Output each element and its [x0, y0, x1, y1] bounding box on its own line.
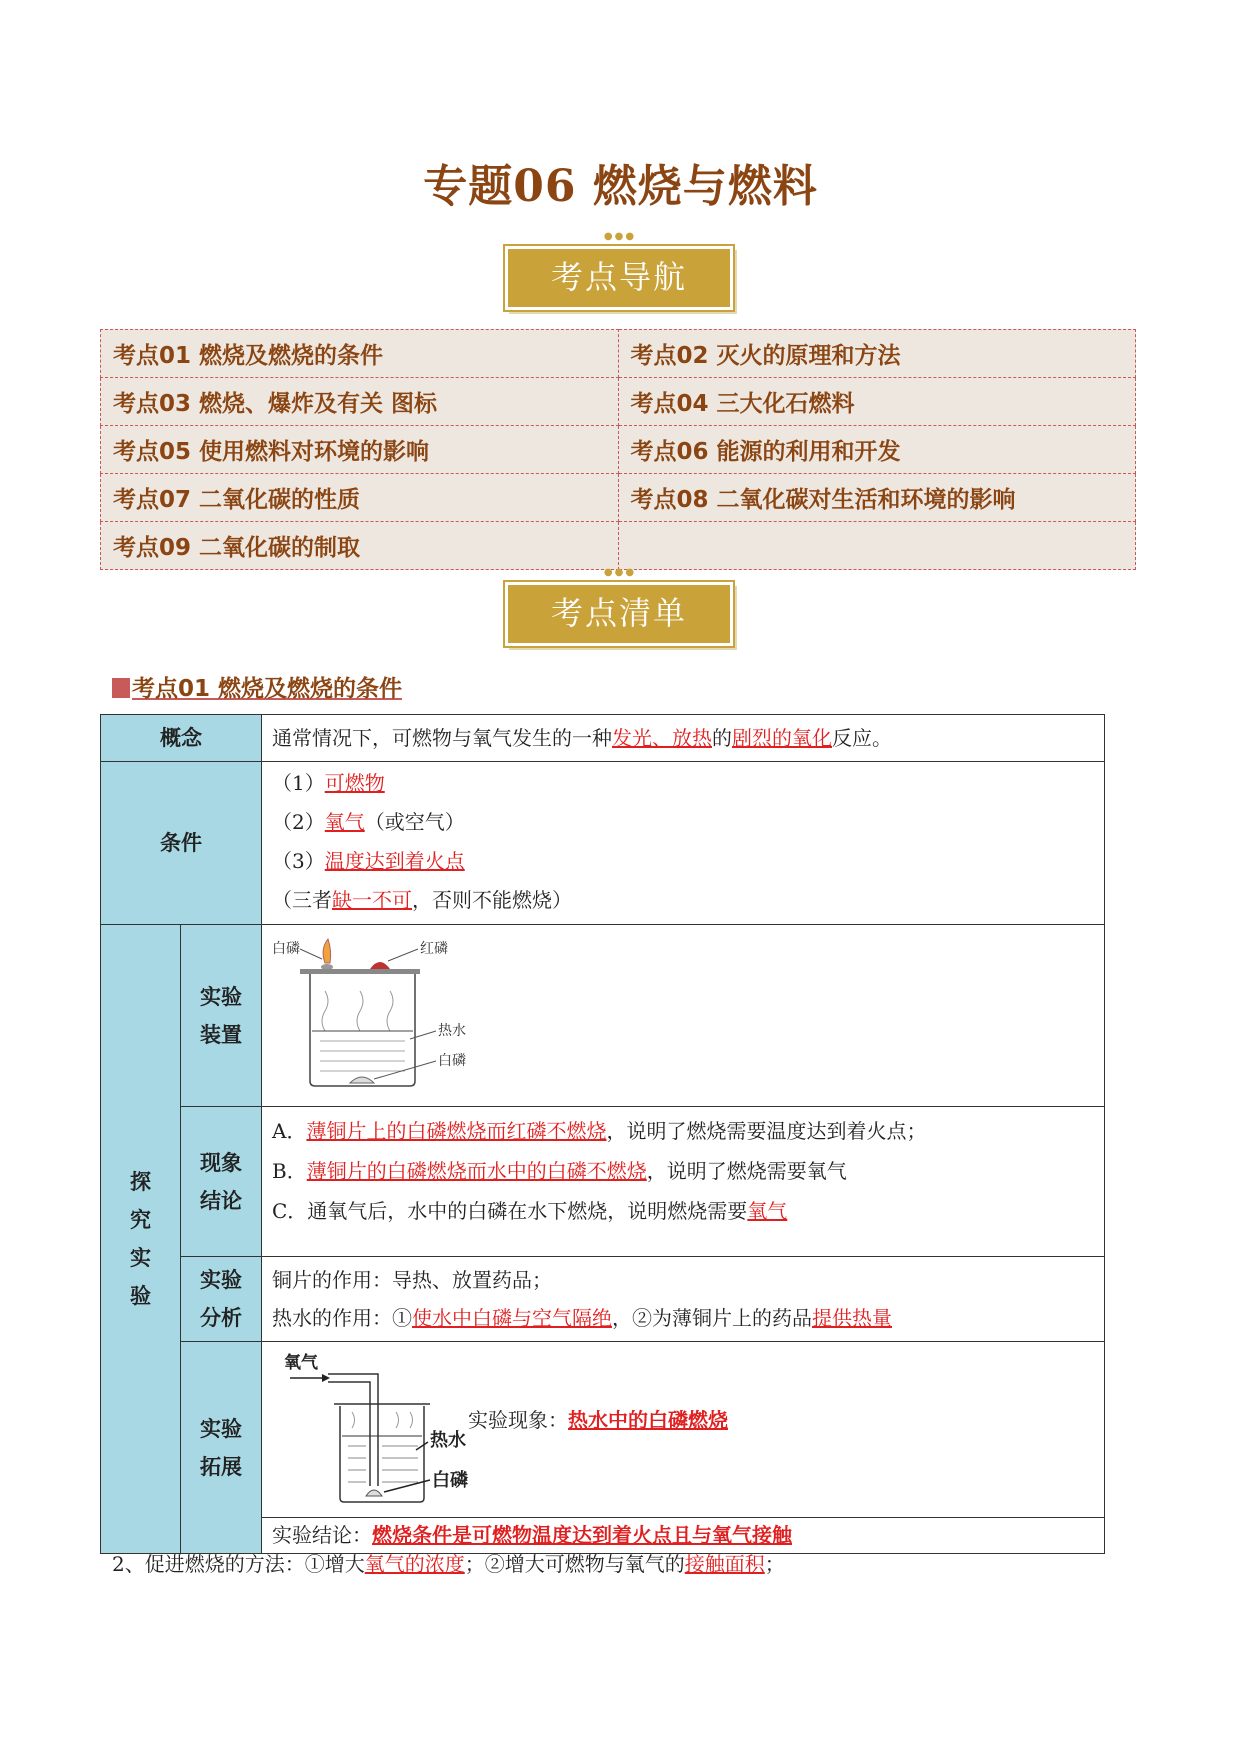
banner-dots-icon: ●●● — [603, 231, 637, 242]
beaker-apparatus-figure — [270, 931, 470, 1101]
nav-item-empty — [618, 522, 1136, 570]
extension-phenomenon: 实验现象：热水中的白磷燃烧 — [468, 1408, 728, 1432]
extension-conclusion: 实验结论：燃烧条件是可燃物温度达到着火点且与氧气接触 — [262, 1518, 1105, 1554]
analysis-text: 铜片的作用：导热、放置药品； 热水的作用：①使水中白磷与空气隔绝，②为薄铜片上的药品提供热量 — [262, 1257, 1105, 1342]
nav-item[interactable]: 考点05 使用燃料对环境的影响 — [101, 426, 619, 474]
nav-banner — [505, 232, 735, 304]
nav-item[interactable]: 考点01 燃烧及燃烧的条件 — [101, 330, 619, 378]
setup-label: 实验装置 — [181, 925, 262, 1107]
list-banner-label: 考点清单 — [505, 582, 733, 646]
nav-item[interactable]: 考点04 三大化石燃料 — [618, 378, 1136, 426]
extension-label: 实验拓展 — [181, 1342, 262, 1554]
analysis-label: 实验分析 — [181, 1257, 262, 1342]
nav-item[interactable]: 考点03 燃烧、爆炸及有关 图标 — [101, 378, 619, 426]
concept-label: 概念 — [101, 715, 262, 762]
nav-item[interactable]: 考点02 灭火的原理和方法 — [618, 330, 1136, 378]
nav-item[interactable]: 考点08 二氧化碳对生活和环境的影响 — [618, 474, 1136, 522]
explore-label: 探究实验 — [101, 925, 181, 1554]
topic-navigation-table — [100, 329, 1136, 570]
page-title: 专题06 燃烧与燃料 — [423, 161, 818, 212]
phenomena-text: A．薄铜片上的白磷燃烧而红磷不燃烧，说明了燃烧需要温度达到着火点； B．薄铜片的白磷燃烧而水中的白磷不燃烧，说明了燃烧需要氧气 C．通氧气后，水中的白磷在水下燃烧，说明燃烧需要氧气 — [262, 1107, 1105, 1257]
svg-text:白磷: 白磷 — [432, 1470, 468, 1491]
section-heading: 考点01 燃烧及燃烧的条件 — [112, 670, 402, 703]
content-table — [100, 714, 1105, 1554]
conditions-label: 条件 — [101, 762, 262, 925]
svg-text:热水: 热水 — [438, 1023, 466, 1039]
phenomena-label: 现象结论 — [181, 1107, 262, 1257]
concept-text: 通常情况下，可燃物与氧气发生的一种发光、放热的剧烈的氧化反应。 — [262, 715, 1105, 762]
banner-dots-icon: ●●● — [603, 567, 637, 578]
oxygen-beaker-figure — [270, 1346, 480, 1511]
svg-text:白磷: 白磷 — [438, 1053, 466, 1069]
square-bullet-icon — [112, 678, 130, 698]
svg-text:氧气: 氧气 — [284, 1353, 318, 1373]
nav-item[interactable]: 考点06 能源的利用和开发 — [618, 426, 1136, 474]
nav-item[interactable]: 考点07 二氧化碳的性质 — [101, 474, 619, 522]
svg-text:红磷: 红磷 — [420, 941, 448, 957]
nav-item[interactable]: 考点09 二氧化碳的制取 — [101, 522, 619, 570]
nav-banner-label: 考点导航 — [505, 246, 733, 310]
svg-text:热水: 热水 — [430, 1430, 466, 1451]
list-banner — [505, 568, 735, 640]
extension-figure-cell — [262, 1342, 1105, 1518]
conditions-text: （1）可燃物 （2）氧气（或空气） （3）温度达到着火点 （三者缺一不可，否则不能燃烧） — [262, 762, 1105, 925]
setup-figure-cell — [262, 925, 1105, 1107]
promote-combustion-text: 2、促进燃烧的方法：①增大氧气的浓度；②增大可燃物与氧气的接触面积； — [112, 1552, 785, 1576]
svg-text:白磷: 白磷 — [272, 941, 300, 957]
